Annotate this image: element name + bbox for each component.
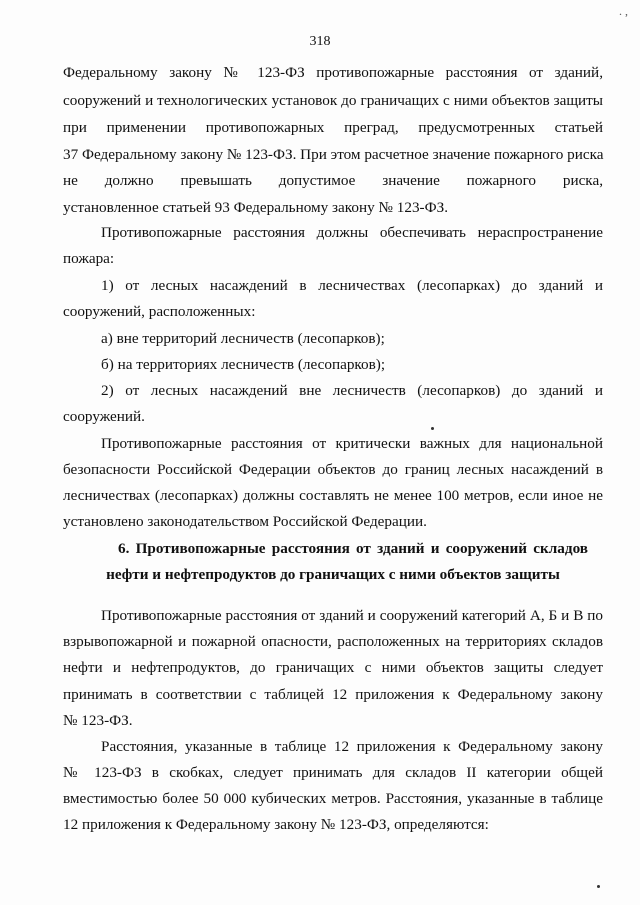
paragraph-start: Расстояния, указанные в таблице 12 приложения к Федеральному закону (101, 738, 603, 755)
text-line: вместимостью более 50 000 кубических метров. Расстояния, указанные в таблице (63, 790, 603, 807)
text-line: безопасности Российской Федерации объектов до границ лесных насаждений в (63, 461, 603, 478)
text-line: не должно превышать допустимое значение пожарного риска, (63, 172, 603, 189)
text-line: сооружений. (63, 408, 145, 425)
text-line: сооружений, расположенных: (63, 303, 256, 320)
list-item: б) на территориях лесничеств (лесопарков); (101, 356, 386, 373)
text-line: при применении противопожарных преград, предусмотренных статьей (63, 119, 603, 136)
text-line: Федеральному закону № 123-ФЗ противопожарные расстояния от зданий, (63, 64, 603, 81)
section-heading-cont: нефти и нефтепродуктов до граничащих с ними объектов защиты (106, 566, 560, 583)
text-line: взрывопожарной и пожарной опасности, расположенных на территориях складов (63, 633, 603, 650)
text-line: пожара: (63, 250, 115, 267)
scan-speck (431, 427, 434, 430)
text-line: 12 приложения к Федеральному закону № 123-ФЗ, определяются: (63, 816, 489, 833)
paragraph-start: Противопожарные расстояния от зданий и сооружений категорий А, Б и В по (101, 607, 603, 624)
scan-speck (597, 885, 600, 888)
text-line: № 123-ФЗ. (63, 712, 133, 729)
list-item: 1) от лесных насаждений в лесничествах (лесопарках) до зданий и (101, 277, 603, 294)
text-line: № 123-ФЗ в скобках, следует принимать для складов II категории общей (63, 764, 603, 781)
text-line: установлено законодательством Российской Федерации. (63, 513, 427, 530)
text-line: сооружений и технологических установок до граничащих с ними объектов защиты (63, 92, 603, 109)
text-line: 37 Федеральному закону № 123-ФЗ. При этом расчетное значение пожарного риска (63, 146, 604, 163)
section-heading: 6. Противопожарные расстояния от зданий и сооружений складов (118, 540, 588, 557)
text-line: нефти и нефтепродуктов, до граничащих с ними объектов защиты следует (63, 659, 603, 676)
corner-mark: . , (619, 4, 628, 18)
text-line: установленное статьей 93 Федеральному закону № 123-ФЗ. (63, 199, 449, 216)
text-line: принимать в соответствии с таблицей 12 приложения к Федеральному закону (63, 686, 603, 703)
list-item: а) вне территорий лесничеств (лесопарков); (101, 330, 385, 347)
paragraph-start: Противопожарные расстояния должны обеспечивать нераспространение (101, 224, 603, 241)
text-line: лесничествах (лесопарках) должны составлять не менее 100 метров, если иное не (63, 487, 603, 504)
page-number: 318 (309, 34, 331, 49)
list-item: 2) от лесных насаждений вне лесничеств (лесопарков) до зданий и (101, 382, 603, 399)
paragraph-start: Противопожарные расстояния от критически важных для национальной (101, 435, 603, 452)
